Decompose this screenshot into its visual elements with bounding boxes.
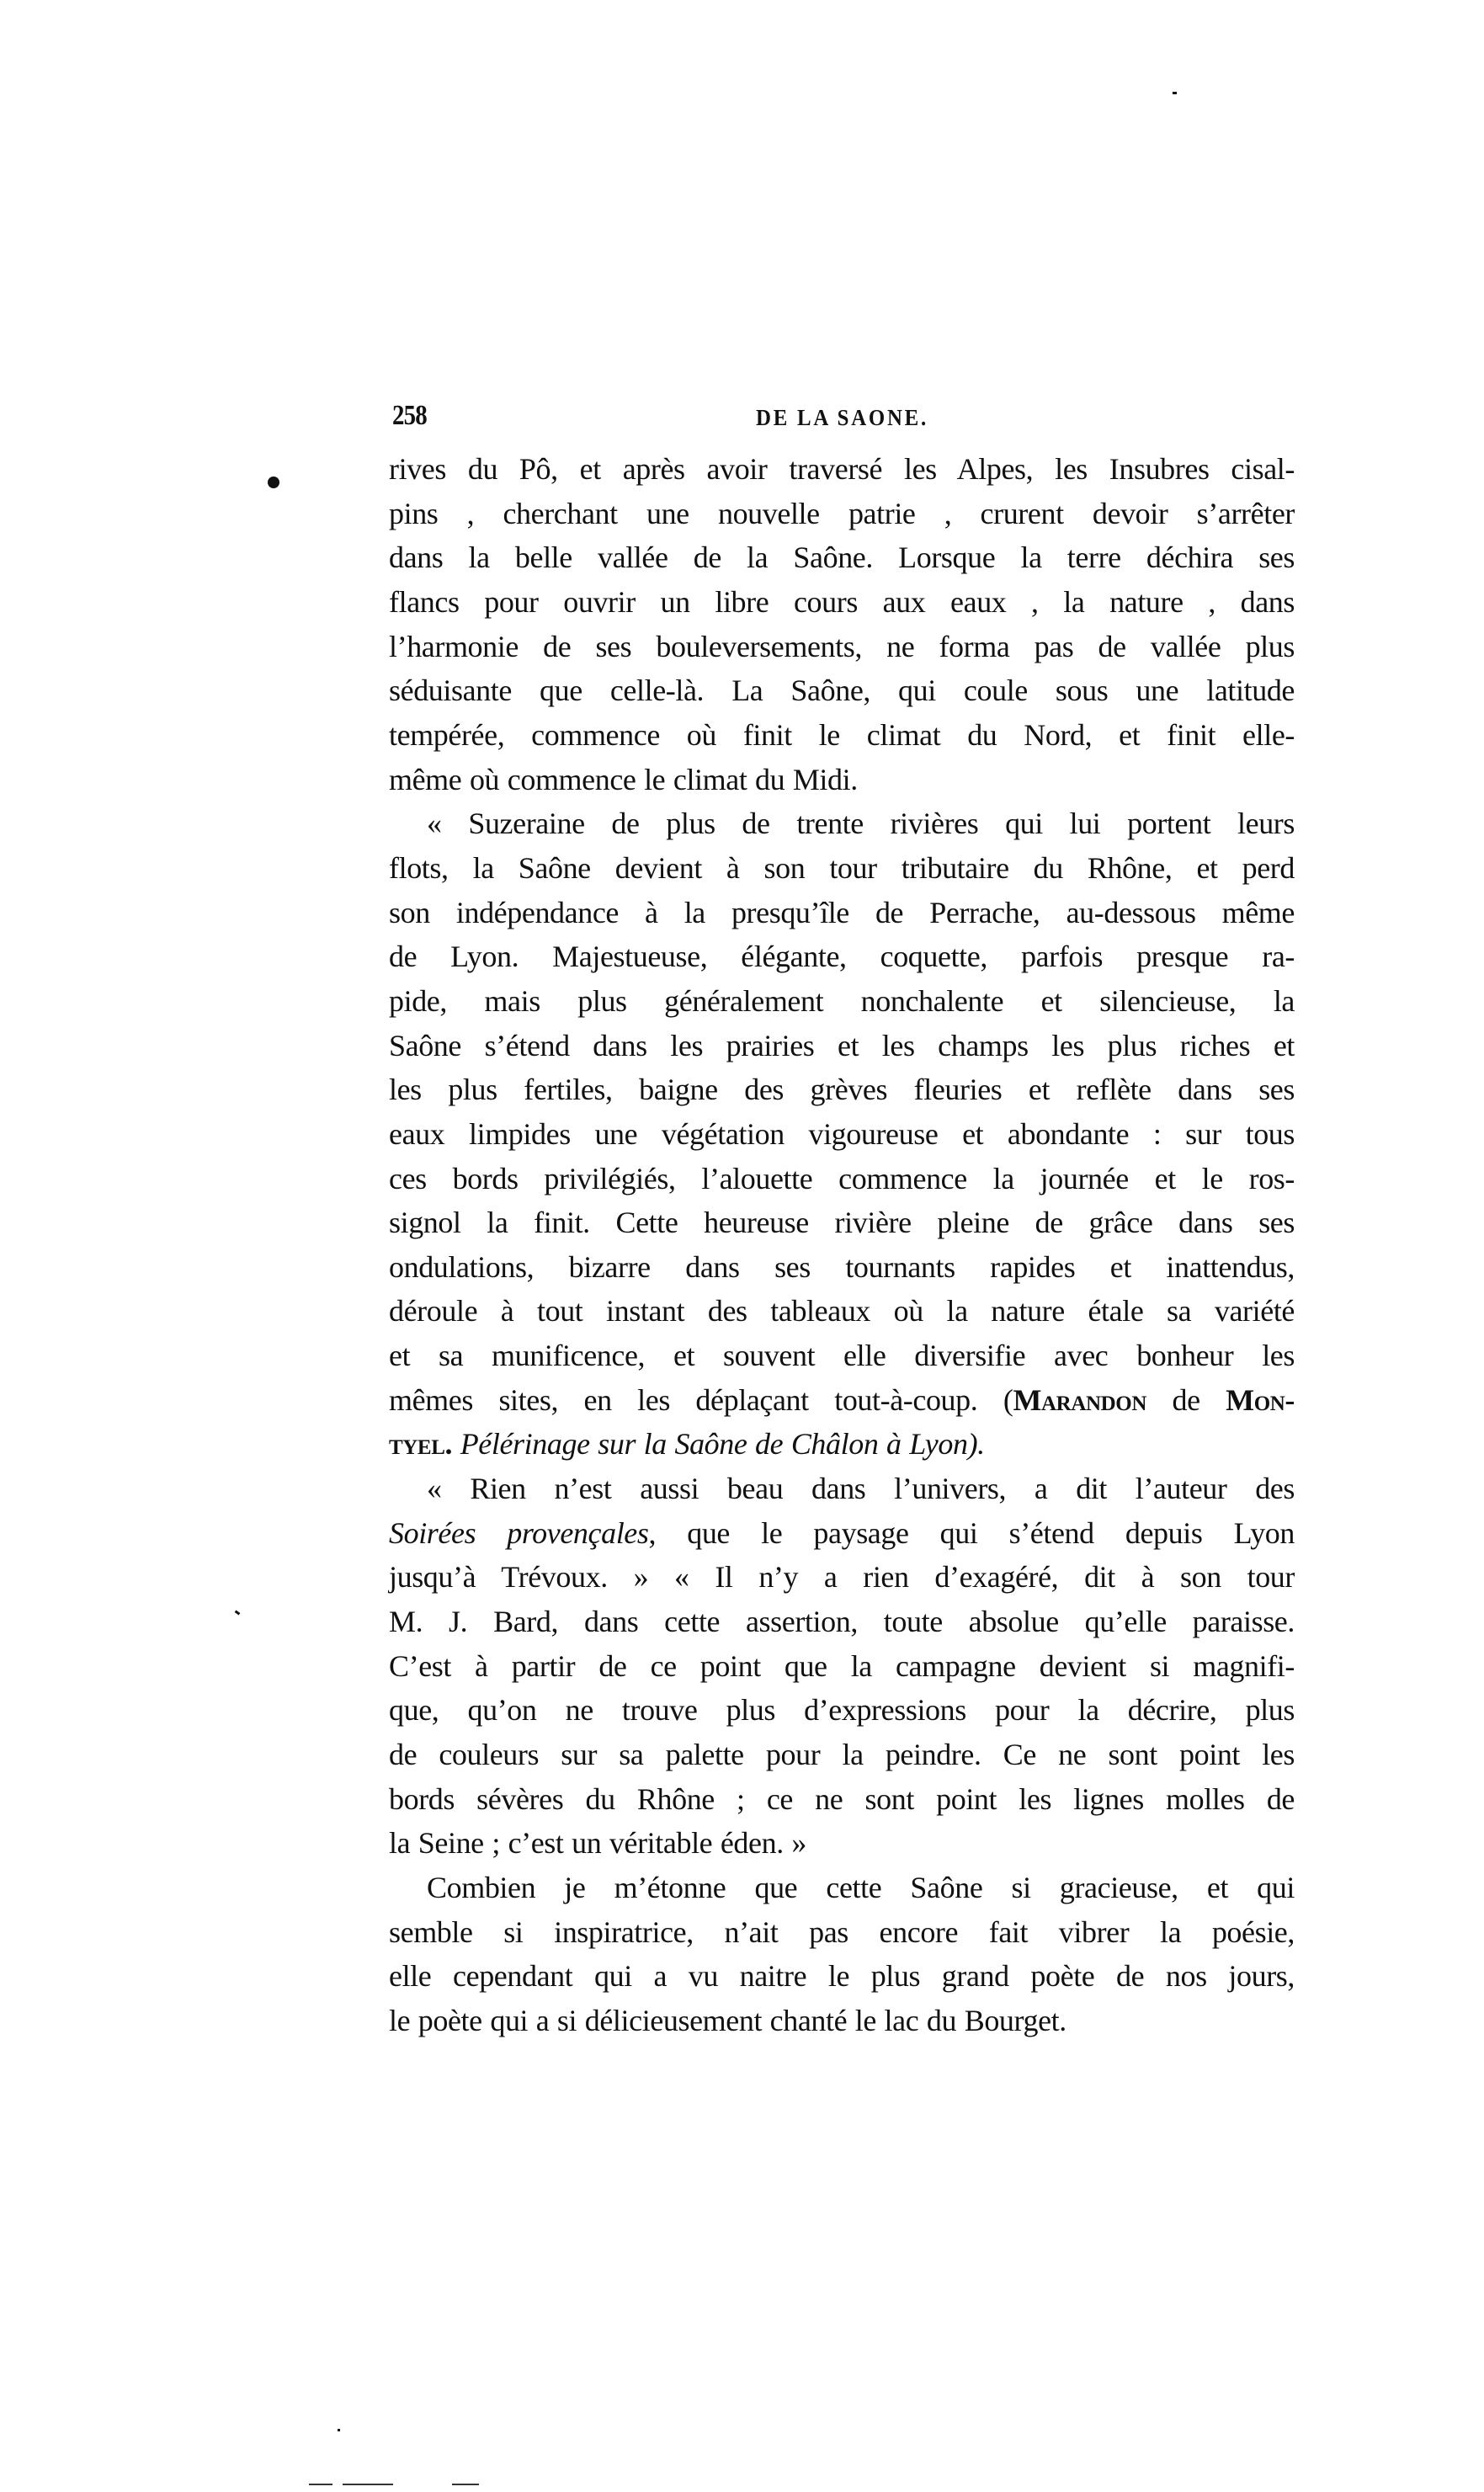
- cited-work-title: Soirées provençales: [389, 1515, 649, 1550]
- scan-edge-marks: [0, 2484, 1484, 2487]
- text-line: jusqu’à Trévoux. » « Il n’y a rien d’exagéré, dit à son tour: [389, 1560, 1295, 1595]
- text-line: eaux limpides une végétation vigoureuse et abondante : sur tous: [389, 1116, 1295, 1151]
- text-line: pins , cherchant une nouvelle patrie , crurent devoir s’arrêter: [389, 496, 1295, 530]
- margin-ink-dot: [268, 477, 279, 488]
- running-title: DE LA SAONE.: [756, 405, 928, 430]
- paragraph-end-line: la Seine ; c’est un véritable éden. »: [389, 1826, 807, 1861]
- scan-mark: [309, 2484, 332, 2485]
- text-line: son indépendance à la presqu’île de Perrache, au-dessous même: [389, 895, 1295, 929]
- text-line: séduisante que celle-là. La Saône, qui coule sous une latitude: [389, 674, 1295, 708]
- scan-speck: [1173, 92, 1177, 94]
- paragraph-start-line: Combien je m’étonne que cette Saône si gracieuse, et qui: [427, 1871, 1295, 1904]
- text-line: rives du Pô, et après avoir traversé les Alpes, les Insubres cisal-: [389, 452, 1295, 486]
- text-line: bords sévères du Rhône ; ce ne sont point les lignes molles de: [389, 1781, 1295, 1816]
- body-text: [389, 447, 1295, 2043]
- text-line: et sa munificence, et souvent elle diversifie avec bonheur les: [389, 1339, 1295, 1373]
- citation-author: Mon-: [1226, 1382, 1295, 1417]
- text-line: l’harmonie de ses bouleversements, ne forma pas de vallée plus: [389, 629, 1295, 663]
- text-line: C’est à partir de ce point que la campagne devient si magnifi-: [389, 1648, 1295, 1683]
- text-line: de Lyon. Majestueuse, élégante, coquette, parfois presque ra-: [389, 940, 1295, 974]
- paragraph-end-line: le poète qui a si délicieusement chanté le lac du Bourget.: [389, 2003, 1066, 2037]
- scan-mark: [452, 2484, 479, 2485]
- paragraph-start-line: « Suzeraine de plus de trente rivières qui lui portent leurs: [427, 807, 1295, 841]
- text-line: flots, la Saône devient à son tour tributaire du Rhône, et perd: [389, 850, 1295, 885]
- text-line: que, qu’on ne trouve plus d’expressions pour la décrire, plus: [389, 1693, 1295, 1728]
- text-line: ces bords privilégiés, l’alouette commence la journée et le ros-: [389, 1161, 1295, 1195]
- citation-line: [389, 1378, 1295, 1423]
- scan-speck: [338, 2429, 340, 2431]
- text-line: semble si inspiratrice, n’ait pas encore fait vibrer la poésie,: [389, 1914, 1295, 1949]
- citation-title: Pélérinage sur la Saône de Châlon à Lyon).: [460, 1427, 985, 1462]
- citation-author: tyel.: [389, 1427, 453, 1462]
- scan-speck: [235, 1611, 241, 1616]
- page-number: 258: [392, 400, 427, 431]
- citation-text: mêmes sites, en les déplaçant tout-à-coup. (: [389, 1382, 1013, 1417]
- citation-text: [452, 1427, 460, 1461]
- paragraph-start-line: « Rien n’est aussi beau dans l’univers, a dit l’auteur des: [427, 1472, 1295, 1506]
- text-line: déroule à tout instant des tableaux où la nature étale sa variété: [389, 1294, 1295, 1329]
- text-line: signol la finit. Cette heureuse rivière pleine de grâce dans ses: [389, 1206, 1295, 1240]
- text-fragment: , que le paysage qui s’étend depuis Lyon: [648, 1515, 1295, 1550]
- running-head: [389, 397, 1295, 434]
- text-line: elle cependant qui a vu naitre le plus grand poète de nos jours,: [389, 1959, 1295, 1994]
- text-line: M. J. Bard, dans cette assertion, toute absolue qu’elle paraisse.: [389, 1605, 1295, 1639]
- text-line: les plus fertiles, baigne des grèves fleuries et reflète dans ses: [389, 1073, 1295, 1107]
- text-line: ondulations, bizarre dans ses tournants rapides et inattendus,: [389, 1249, 1295, 1284]
- citation-text: de: [1146, 1382, 1226, 1417]
- text-line: tempérée, commence où finit le climat du Nord, et finit elle-: [389, 717, 1295, 752]
- text-line: [389, 1511, 1295, 1556]
- text-line: Saône s’étend dans les prairies et les champs les plus riches et: [389, 1028, 1295, 1062]
- citation-author: Marandon: [1013, 1382, 1146, 1417]
- text-line: dans la belle vallée de la Saône. Lorsque la terre déchira ses: [389, 540, 1295, 575]
- paragraph-end-line: même où commence le climat du Midi.: [389, 762, 858, 796]
- paragraph-end-line: [389, 1422, 1295, 1467]
- text-line: de couleurs sur sa palette pour la peindre. Ce ne sont point les: [389, 1738, 1295, 1772]
- text-line: flancs pour ouvrir un libre cours aux eaux , la nature , dans: [389, 584, 1295, 619]
- text-line: pide, mais plus généralement nonchalente et silencieuse, la: [389, 983, 1295, 1018]
- scan-mark: [369, 2484, 392, 2485]
